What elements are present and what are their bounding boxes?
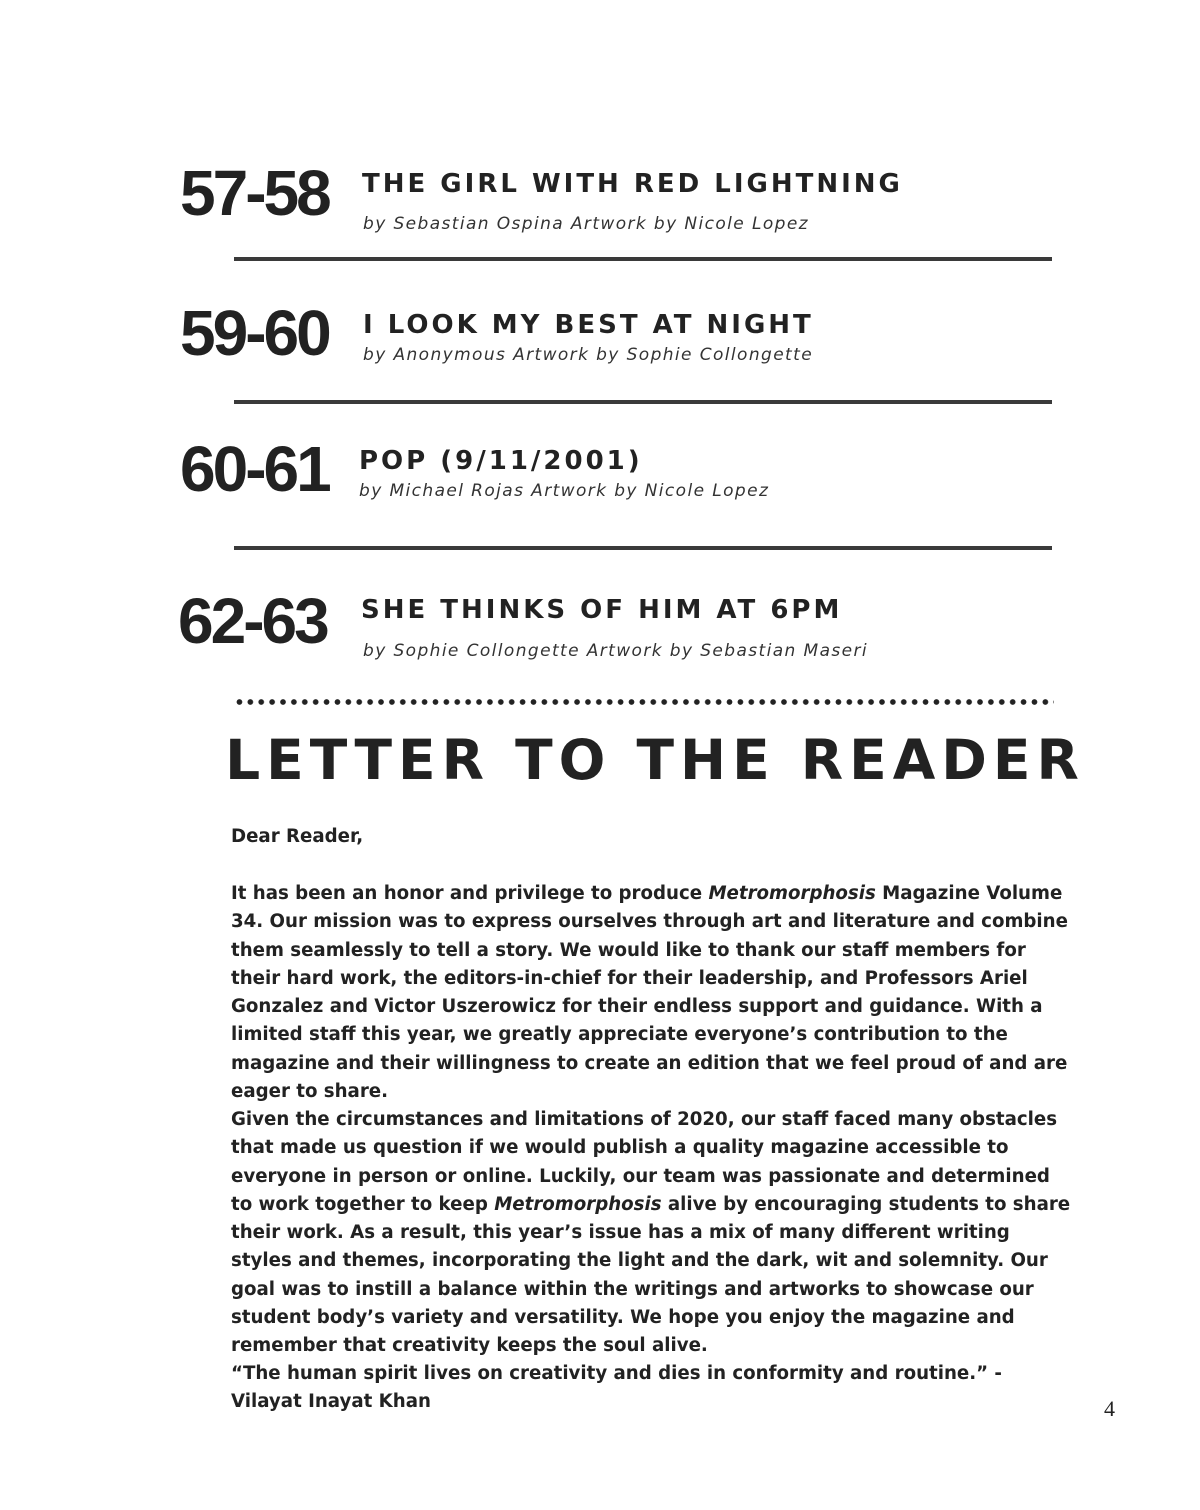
dotted-divider	[234, 698, 1054, 706]
page-number: 4	[1104, 1396, 1115, 1421]
toc-page-range: 62-63	[178, 585, 327, 657]
letter-paragraph-2	[231, 1106, 1071, 1361]
toc-entry	[0, 297, 1200, 380]
toc-byline: by Michael Rojas Artwork by Nicole Lopez	[359, 481, 770, 501]
toc-byline: by Anonymous Artwork by Sophie Collongette	[363, 345, 814, 365]
closing-quote: “The human spirit lives on creativity and dies in conformity and routine.” - Vilayat Inayat Khan	[231, 1363, 1002, 1413]
toc-title: I LOOK MY BEST AT NIGHT	[363, 310, 814, 340]
toc-entry	[0, 585, 1200, 668]
salutation: Dear Reader,	[231, 826, 364, 847]
toc-entry	[0, 433, 1200, 516]
paragraph-text: It has been an honor and privilege to produce	[231, 883, 709, 904]
letter-paragraph-1	[231, 880, 1071, 1106]
toc-byline: by Sophie Collongette Artwork by Sebastian Maseri	[363, 641, 869, 661]
magazine-title: Metromorphosis	[708, 883, 876, 904]
section-divider	[234, 400, 1052, 404]
section-divider	[234, 257, 1052, 261]
toc-title: THE GIRL WITH RED LIGHTNING	[362, 169, 903, 199]
letter-heading: LETTER TO THE READER	[225, 728, 1085, 792]
paragraph-text: Given the circumstances and limitations of 2020, our staff faced many obstacles that made us question if we would publish a quality magazine accessible to everyone in person or online. Luckily, our team was passionate and determined to work together to keep	[231, 1109, 1058, 1215]
paragraph-text: Magazine Volume 34. Our mission was to express ourselves through art and literature and combine them seamlessly to tell a story. We would like to thank our staff members for their hard work, the editors-in-chief for their leadership, and Professors Ariel Gonzalez and Victor Uszerowicz for their endless support and guidance. With a limited staff this year, we greatly appreciate everyone’s contribution to the magazine and their willingness to create an edition that we feel proud of and are eager to share.	[231, 883, 1068, 1103]
magazine-title: Metromorphosis	[494, 1193, 662, 1215]
toc-byline: by Sebastian Ospina Artwork by Nicole Lopez	[363, 214, 810, 234]
section-divider	[234, 546, 1052, 550]
toc-page-range: 60-61	[180, 433, 329, 505]
toc-page-range: 59-60	[180, 297, 329, 369]
paragraph-text: alive by encouraging students to share their work. As a result, this year’s issue has a mix of many different writing styles and themes, incorporating the light and the dark, wit and solemnity. Our goal was to instill a balance within the writings and artworks to showcase our student body’s variety and versatility. We hope you enjoy the magazine and remember that creativity keeps the soul alive.	[231, 1193, 1071, 1357]
toc-title: POP (9/11/2001)	[359, 446, 643, 476]
toc-entry	[0, 157, 1200, 240]
toc-page-range: 57-58	[180, 157, 329, 229]
toc-title: SHE THINKS OF HIM AT 6PM	[361, 595, 843, 625]
